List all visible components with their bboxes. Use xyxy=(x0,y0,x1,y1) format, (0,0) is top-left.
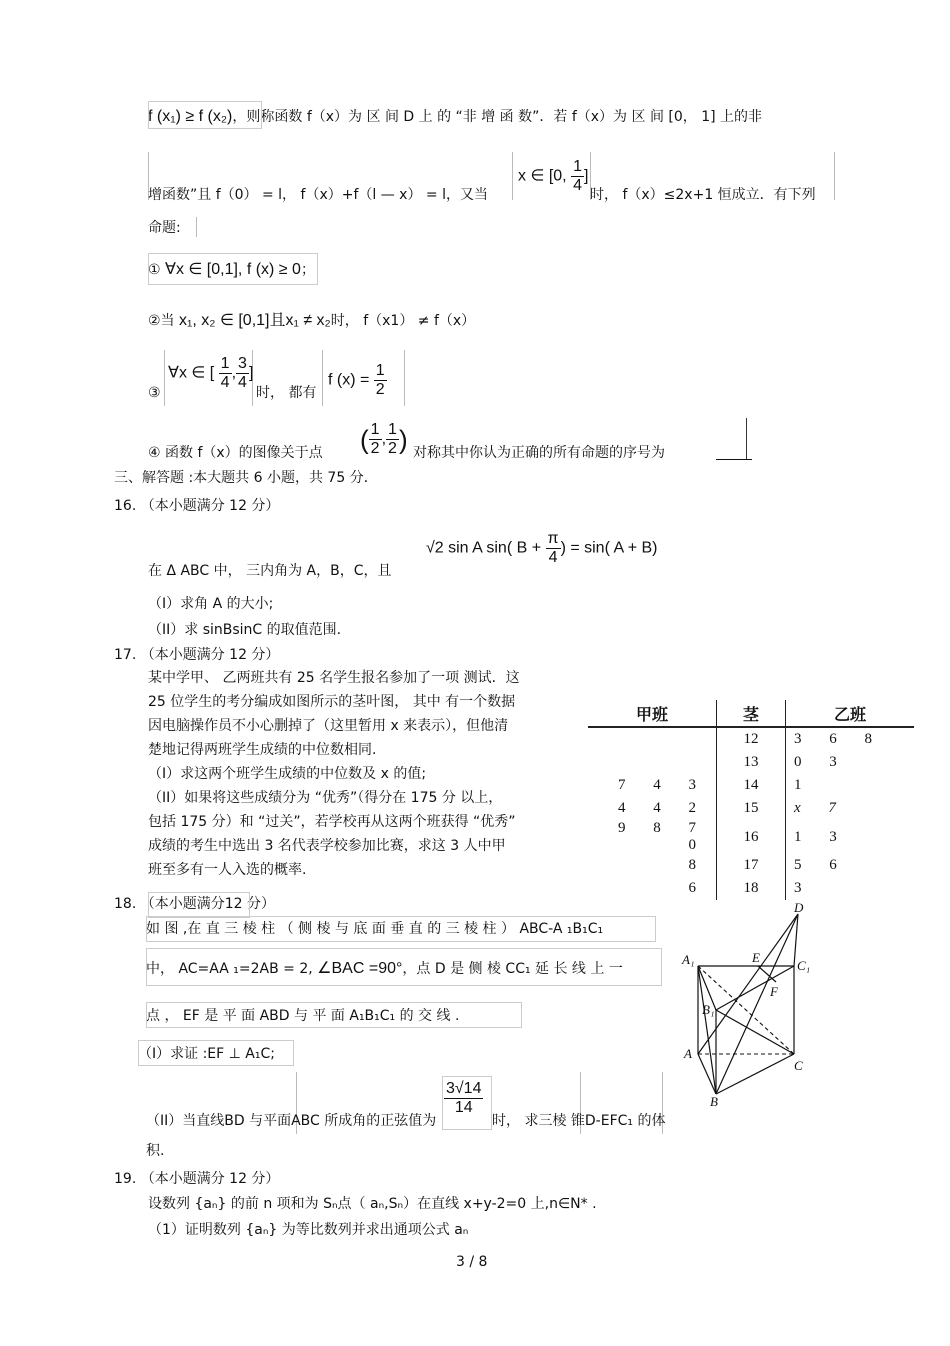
section-heading: 三、解答题 :本大题共 6 小题，共 75 分． xyxy=(114,470,378,486)
claim-4-prefix: ④ 函数 f（x）的图像关于点 xyxy=(148,445,323,461)
label-e: E xyxy=(752,950,760,965)
stem: 18 xyxy=(717,877,786,900)
divider xyxy=(746,418,747,460)
stem: 13 xyxy=(717,751,786,774)
q16-equation xyxy=(426,530,658,567)
q17-line: 楚地记得两班学生成绩的中位数相同. xyxy=(148,742,377,758)
prism-figure xyxy=(676,900,846,1110)
formula-frame xyxy=(146,948,662,986)
q17-line: 某中学甲、 乙两班共有 25 名学生报名参加了一项 测试．这 xyxy=(148,670,520,686)
claim-2 xyxy=(148,312,475,330)
claim-1 xyxy=(148,261,315,279)
claim-2-math: x₁, x₂ ∈ [0,1]且x₁ ≠ x₂ xyxy=(179,312,331,329)
q16-heading: 16. （本小题满分 12 分） xyxy=(114,498,280,514)
label-b: B xyxy=(710,1094,718,1109)
table-row xyxy=(588,727,914,751)
yi-leaves: 0 3 xyxy=(794,754,849,770)
claim-3-mid: 时， 都有 xyxy=(256,385,317,401)
yi-leaves: 3 6 8 xyxy=(794,731,884,747)
divider xyxy=(322,350,323,406)
q16-eq-left: √2 sin A sin( B + xyxy=(426,539,542,557)
q18-line1: 如 图 ,在 直 三 棱 柱 （ 侧 棱 与 底 面 垂 直 的 三 棱 柱 ） ABC-A ₁B₁C₁ xyxy=(146,921,604,937)
p15-line2-tail xyxy=(590,186,816,204)
formula-frame xyxy=(442,1076,492,1130)
claim-1-mark: ① xyxy=(148,262,161,278)
interval-open: x ∈ [0, xyxy=(518,167,567,185)
divider xyxy=(834,152,835,200)
q17-heading: 17. （本小题满分 12 分） xyxy=(114,647,280,663)
jia-leaves: 4 4 2 xyxy=(618,800,708,816)
divider xyxy=(512,152,513,200)
edge-bc xyxy=(716,1054,794,1094)
claim-3-math: ∀x ∈ [ $\frac{1}{4}$ , $\frac{3}{4}$ ] xyxy=(168,355,254,391)
jia-leaves xyxy=(588,751,717,774)
stem: 16 xyxy=(717,820,786,854)
formula-frame xyxy=(148,101,262,129)
q16-statement: 在 Δ ABC 中， 三内角为 A，B，C，且 xyxy=(148,563,392,579)
table-row xyxy=(588,797,914,820)
p15-line2-tail-text: 时， f（x）≤2x+1 恒成立．有下列 xyxy=(590,187,816,203)
label-f: F xyxy=(770,984,778,999)
line-bd xyxy=(716,914,798,1094)
header-class-yi: 乙班 xyxy=(786,700,915,727)
formula-frame xyxy=(148,892,250,918)
q18-line2-c: ，点 D 是 侧 棱 CC₁ 延 长 线 上 一 xyxy=(402,961,623,977)
claim-3-forall: ∀x ∈ [ xyxy=(168,364,215,382)
claim-1-math: ∀x ∈ [0,1], f (x) ≥ 0 xyxy=(165,261,301,278)
q18-part2-a: （II）当直线BD 与平面ABC 所成角的正弦值为 xyxy=(146,1113,437,1129)
angle-bac: ∠BAC =90° xyxy=(317,960,403,977)
table-row xyxy=(588,820,914,854)
fraction: $\frac{1}{2}$ xyxy=(370,421,380,457)
q18-part2-c: 积. xyxy=(146,1143,165,1159)
jia-leaves: 9 8 7 0 xyxy=(618,820,708,853)
divider xyxy=(164,350,165,406)
q17-line: 成绩的考生中选出 3 名代表学校参加比赛，求这 3 人中甲 xyxy=(148,838,506,854)
q17-line: （II）如果将这些成绩分为 “优秀”（得分在 175 分 以上， xyxy=(148,790,503,806)
divider xyxy=(404,350,405,406)
stem: 15 xyxy=(717,797,786,820)
stem: 12 xyxy=(717,727,786,751)
fraction: $\frac{1}{2}$ xyxy=(375,362,385,398)
line-ad xyxy=(698,914,798,1054)
q17-line: （I）求这两个班学生成绩的中位数及 x 的值; xyxy=(148,766,427,782)
claim-2-prefix: ②当 xyxy=(148,313,175,329)
claim-3-fx: f (x) = xyxy=(328,371,370,389)
label-c: C xyxy=(794,1058,803,1073)
jia-leaves: 8 xyxy=(688,857,708,873)
claim-2-tail: 时， f（x1） ≠ f（x） xyxy=(330,313,476,329)
q17-line: 因电脑操作员不小心删掉了（这里暂用 x 来表示），但他清 xyxy=(148,718,509,734)
p15-line2-text: 增函数”且 f（0） = l， f（x）+f（l — x） = l，又当 xyxy=(148,187,488,203)
p15-interval: x ∈ [0, $\frac{1}{4}$ ] xyxy=(518,158,589,194)
table-row xyxy=(588,751,914,774)
q18-part1: （I）求证 :EF ⊥ A₁C; xyxy=(138,1046,275,1062)
table-row xyxy=(588,774,914,797)
formula-frame xyxy=(146,1002,522,1028)
q16-part2: （II）求 sinBsinC 的取值范围. xyxy=(148,622,342,638)
line-b1c xyxy=(716,1010,794,1054)
q19-heading: 19. （本小题满分 12 分） xyxy=(114,1171,280,1187)
q18-line2-a: 中， AC=AA ₁=2AB = 2, xyxy=(146,961,313,977)
label-b1: B₁ xyxy=(702,1002,715,1017)
answer-blank[interactable] xyxy=(716,459,752,460)
fraction: $\frac{3√14}{14}$ xyxy=(446,1080,482,1116)
table-row xyxy=(588,877,914,900)
stem-leaf-table xyxy=(588,700,914,900)
fraction: $\frac{3}{4}$ xyxy=(238,355,247,391)
q16-eq-right: ) = sin( A + B) xyxy=(560,539,658,557)
formula-frame xyxy=(146,916,656,942)
q17-line: 25 位学生的考分编成如图所示的茎叶图， 其中 有一个数据 xyxy=(148,694,516,710)
claim-4 xyxy=(148,444,323,462)
yi-leaves: 1 xyxy=(794,777,814,793)
claim-1-end: ； xyxy=(300,262,315,278)
label-c1: C₁ xyxy=(797,958,811,973)
header-stem: 茎 xyxy=(717,700,786,727)
q18-heading: 18. （本小题满分12 分） xyxy=(114,896,275,912)
claim-3-value xyxy=(328,362,387,399)
fraction: $\frac{1}{4}$ xyxy=(220,355,230,391)
p15-line3: 命题: xyxy=(148,220,181,236)
divider xyxy=(196,217,197,237)
header-class-jia: 甲班 xyxy=(588,700,717,727)
yi-leaves: x 7 xyxy=(794,800,848,816)
claim-3-mark: ③ xyxy=(148,385,161,401)
label-d: D xyxy=(794,900,804,915)
q18-line3: 点 ， EF 是 平 面 ABD 与 平 面 A₁B₁C₁ 的 交 线 . xyxy=(146,1008,460,1024)
formula-frame xyxy=(138,1040,294,1066)
q17-body xyxy=(148,669,520,885)
q18-part2-b: 时， 求三棱 锥D-EFC₁ 的体 xyxy=(492,1113,666,1129)
jia-leaves: 6 xyxy=(688,880,708,896)
p15-line2 xyxy=(148,186,488,204)
p15-ineq: f (x₁) ≥ f (x₂) xyxy=(148,108,233,125)
edge-b1c1 xyxy=(716,966,794,1010)
yi-leaves: 5 6 xyxy=(794,857,849,873)
fraction: $\frac{1}{2}$ xyxy=(388,421,397,457)
q17-line: 班至多有一人入选的概率. xyxy=(148,862,307,878)
yi-leaves: 3 xyxy=(794,880,814,896)
fraction: $\frac{1}{4}$ xyxy=(573,158,582,194)
jia-leaves xyxy=(588,727,717,751)
fraction: $\frac{\pi}{4}$ xyxy=(547,530,559,566)
claim-4-point: ( $\frac{1}{2}$ , $\frac{1}{2}$ ) xyxy=(360,421,408,457)
label-a: A xyxy=(684,1046,692,1061)
jia-leaves: 7 4 3 xyxy=(618,777,708,793)
table-row xyxy=(588,854,914,877)
claim-4-tail: 对称其中你认为正确的所有命题的序号为 xyxy=(413,445,665,461)
q19-line1: 设数列 {aₙ} 的前 n 项和为 Sₙ点（ aₙ,Sₙ）在直线 x+y-2=0 上,n∈N* . xyxy=(148,1196,597,1212)
p15-line1-text: ，则称函数 f（x）为 区 间 D 上 的 “非 增 函 数”．若 f（x）为 区 间 [0， 1] 上的非 xyxy=(232,109,763,125)
q16-part1: （I）求角 A 的大小; xyxy=(148,596,274,612)
q17-line: 包括 175 分）和 “过关”，若学校再从这两个班获得 “优秀” xyxy=(148,814,516,830)
stem: 14 xyxy=(717,774,786,797)
yi-leaves: 1 3 xyxy=(794,828,849,845)
page-number: 3 / 8 xyxy=(456,1254,488,1270)
stem: 17 xyxy=(717,854,786,877)
label-a1: A₁ xyxy=(682,952,695,967)
table-header xyxy=(588,700,914,727)
q19-line2: （1）证明数列 {aₙ} 为等比数列并求出通项公式 aₙ xyxy=(148,1222,469,1238)
